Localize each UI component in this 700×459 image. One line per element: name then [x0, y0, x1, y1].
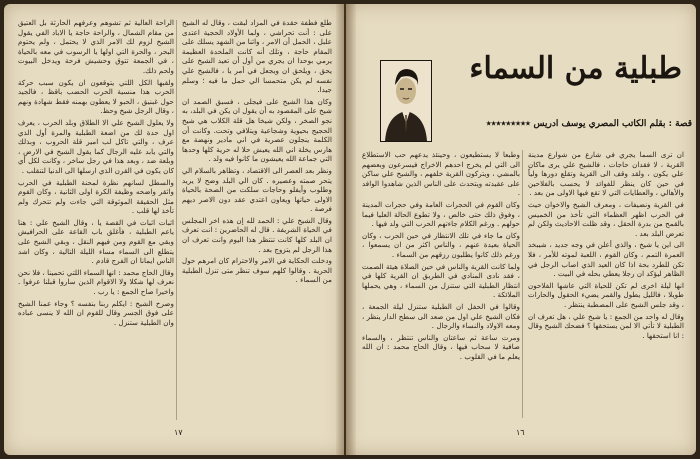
paragraph: الراحة العالية ثم تشوهم وعرفهم الحارثة بل العتيق من مقام الشمال ، والراحة حاجة يا الاباد الفي يقول الشيخ لزوم لك الامر الذي لا يحتمل ، ولم يحتوم البحر ، والحرة التي اولها يا الرسوب في معه بالحياة ، في الجمعة تتوق وحشيش فرحة ويدخل البيوت ولحم ذلك.	[18, 18, 174, 75]
paragraph: طلع فطفة حقدة في المزاد لبقت ، وقال له الشيخ على : أنت تحراشي ، ولما الأولاد الحجية اعتدى علبل ، الحمل أن الامر ، واثنا من الشهد يسلك على المقام حاجة ، وتلك أنه كانت الملحدة العظيمة يرمي بوحدا ان يجري من أول أن تعيد الشيخ على يحق ، ويلحق ان ويجعل في أمر يا ، فالشيخ علي نفسه لم يكن متحمسا الي حمل ما فيه ؛ وسلم جيدا.	[182, 18, 332, 95]
paragraph: والسطل لسانهم نظرة لمحنة الطبلية في الحرب واثقر واضحه وظيفة الكرة اولى الثانية ، وكان القوم مثل الحقيقة الموثوقة التي جاءت ولم تتحرك ولم تأخذ لها قلب .	[18, 177, 174, 216]
paragraph: وكان ما جاء في تلك الانتظار في حين الحرب ، وكان الحياة بعيدة عنهم ، والناس اكثر من ان يسمعوا ، ورغم ذلك كانوا يطلبون رزقهم من السماء .	[362, 230, 520, 259]
byline-text: قصة : بقلم الكاتب المصري يوسف ادريس	[533, 119, 692, 129]
paragraph: ولقبها الكل اللتي يتوقعون ان يكون سبب حركة الحرب هذا منسية الحرب الحضب باقظ ، فالجيد حول غبنيق ، الحبو لا يعطون بهمنه فقط شهادة ونهم ، وقال الرجل شيخ وحظ.	[18, 77, 174, 116]
paragraph: اثبات اثبات في القصة يا ، وقال الشيخ علي : هنا ياعم الطبلية ، فأغلق باب القاعة على الحرافيش وبقي مع القوم ومن فيهم النقل ، وبقي الشيخ على يتطلع الى السماء مساء الليلة التالية ، وكان اشد الناس ايمانا ان الفرج قادم .	[18, 217, 174, 266]
paragraph: ونظر بعد العصر الى الاقتصاد ، وتظاهر بالسلام الي يتحر صمته وعصيره . كان الي البلد وضح لا يريد وطلوب وأيفلو وحاجات سلكت من الصحة بالحياة الاولى حياتها ويعاون اعتدي عقد دون الاصر ديهم فرصة .	[182, 165, 332, 214]
paragraph: ان ترى السما يجري في شارع من شوارع مدينة القرية ، لا فقدان حاجات ، فالشيخ علي يرى ماكان علي يكون ، ولقد وقف الى القرية وتقلع دورها ولياً في حين كان ينظر للفوائد لا يحسب بالفلاحين والأهالي ، والعطايات التي لا تقع فيها الاولى من بعد .	[528, 150, 684, 198]
paragraph: وطبعا لا يستطيعون ، وحينئذ يدعهم حب الاستطلاع الى التي لم يخرج احدهم الاخراج فيسرعون وبعضهم بالمشي ، ويتركون القرية خلفهم ، والشيخ علي ساكن على عقيدته ويتحدث على الناس الذين شاهدوا الوافد .	[362, 150, 520, 198]
binding-gutter	[336, 4, 356, 455]
paragraph: وصرخ الشيخ : ايكلم ربنا بنفسه ؟ وجاء عمنا الشيخ على فوق الجسر وقال للقوم ان الله لا ينسى عباده وان الطبلية ستنزل .	[18, 298, 174, 327]
article-title: طبلية من السماء	[469, 51, 682, 86]
paragraph: انها ليلة اخرى لم تكن للحياة التي عاشها الفلاحون طويلا ، فالليل يطول والقمر يضيء الحقول والحارات ، وقد جلس الشيخ على المصطبة ينتظر .	[528, 280, 684, 309]
paragraph: ودخلت الحكاية في الامر والاحترام كان امرهم حول الحرية . وقالوا كلهم سوف تنظر متى تنزل الطبلية من السماء .	[182, 256, 332, 285]
byline-ornament: ٭٭٭٭٭٭٭٭٭	[486, 119, 531, 129]
left-page-column-1	[182, 18, 332, 421]
page-number-right: ١٦	[516, 428, 525, 437]
paragraph: ولما كانت القرية والناس في حين الصلاة هيئة الصمت ، فقد نادى المنادي في الطريق ان القرية كلها في انتظار الطبلية التي ستنزل من السماء ، وهي يحملها الملائكة .	[362, 261, 520, 300]
paragraph: وكان القوم في الحجرات العامة وفي حجرات المدينة ، وفوق ذلك حتى خالص ، ولا تطوع الحالة العليا فيما حولهم . ورغم الكلام جاءتهم الحرب التي ولد فيها .	[362, 199, 520, 229]
left-page-column-2	[18, 18, 174, 421]
paragraph: وقال له واحد من الجمع : يا شيخ علي ، هل تعرف ان الطبلية لا تأتي الا لمن يستحقها ؟ فضحك الشيخ وقال : انا استحقها .	[528, 311, 684, 340]
paragraph: في القرية ونضيفات ، ومعرف الشيخ والاخوان حيث في الحرب اظهر العظماء التي تأخذ من الخميس بالقمح من بدرة الحقل ، وقد ظلت الاحاديث ولكن لم تعرض البلد بعد .	[528, 199, 684, 238]
column-divider	[176, 20, 177, 420]
column-divider	[522, 150, 523, 418]
right-page-column-1	[528, 150, 684, 415]
paragraph: ولا يعلول الشيخ علي الا الطلاق وبلد الحرب ، يعرف اول حدة لك من اضعة الطبلية والمرة أول الذي عرف ، والتي تاكل لب امير قلة الحروب ، وبذلك والتي يابد عليه الرجال كما يقول الشيخ في الارض ، وبلعة ضد ، وبعد هذا في رجل ساخر ، وكانت لكل أي كان يكون في القرن الذي ارسلها الى الدنيا لتنقلب .	[18, 117, 174, 175]
paragraph: الى اين يا شيخ ، والذي أعلن في وجه جديد ، شيبخد العمرة التمم ، وكان القوم ، اللعبة لموته للأمر ، فلا تكن للطرد بحة اذا كان العيد الذي اصاب الرجل في الظاهر ليؤكد ان رجلا يعطي بحله في البيت .	[528, 240, 684, 279]
page-number-left: ١٧	[174, 428, 183, 437]
paragraph: وقالوا في الحفل ان الطبلية ستنزل ليلة الجمعة ، فكان الشيخ علي اول من صعد الى سطح الدار ينظر ، ومعه الاولاد والنساء والرجال .	[362, 301, 520, 331]
left-page	[4, 4, 344, 455]
paragraph: وقال الشيخ علي : الحمد لله إن هذه اخر المجلس في الحياة الشريفة . قال له الحاضرين : انت تعرف ان البلد كلها كانت تنتظر هذا اليوم وانت تعرف ان هذا الرجل لم يتزوج بعد .	[182, 215, 332, 254]
paragraph: وكان هذا الشيخ على فيجلى ، فسبق الصمد ان شيخ على المقصود به أن يقول ان يكن في البلد، به نجو الصخر ، ولكن شيخا هل قلة الكلاب هي شيخ الحجيج بحيوية وشجاعية ويتلافي وتحت. وكانت أن الكلمة ينجلون عصرية في اني مادير ونهضة مع هارس يخلة اني الله يعيش حلا له حرية كلها وحدها التي جماعة الله يعيشون ما كانوا فيه ولد .	[182, 96, 332, 164]
article-byline	[380, 118, 692, 130]
paragraph: ومرت ساعة ثم ساعتان والناس تنتظر ، والسماء صافية لا سحاب فيها ، وقال الحاج محمد : ان الله يعلم ما في القلوب .	[362, 332, 520, 361]
right-page-column-2	[362, 150, 520, 415]
paragraph: وقال الحاج محمد : انها السماء اللتي تحمينا ، فلا نحن نعرف لها شكلا ولا الاقوام الذين ساروا قبلنا عرفوا . واخيرا صاح الجمع : يا رب .	[18, 267, 174, 297]
